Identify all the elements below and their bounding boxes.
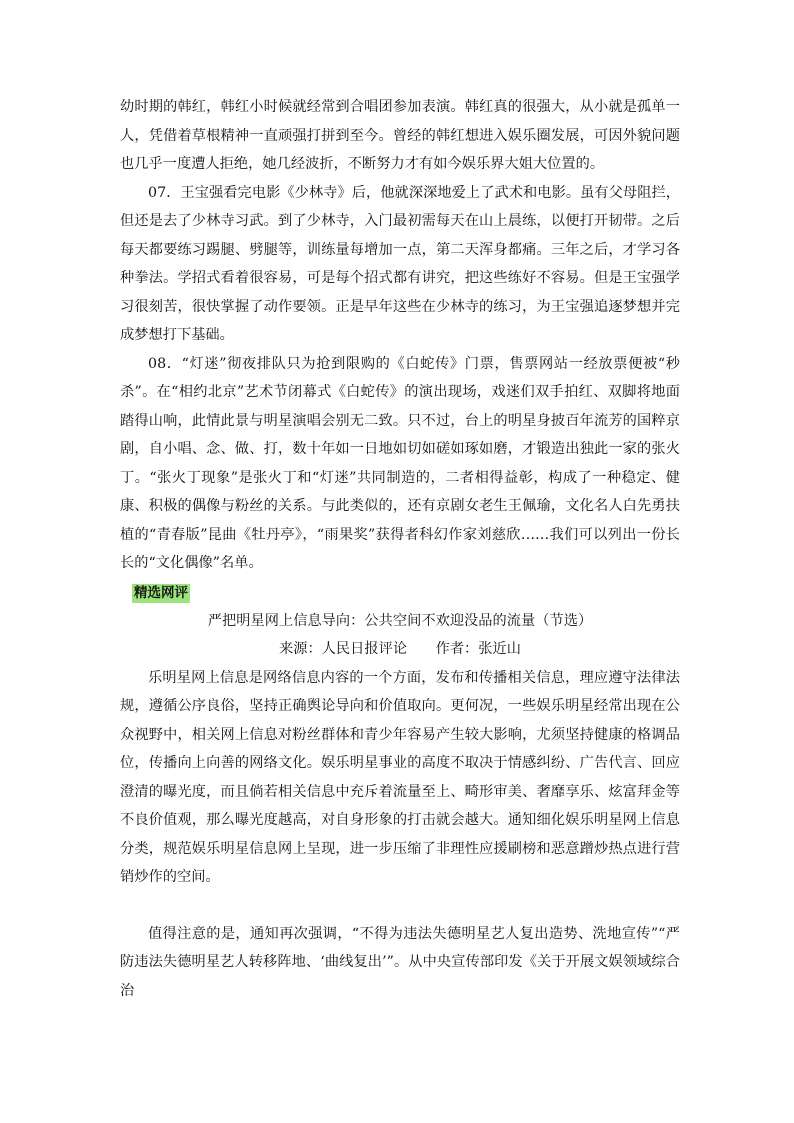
- section-tag-row: [120, 578, 680, 607]
- document-body: [120, 93, 680, 1005]
- paragraph-han-hong: 幼时期的韩红，韩红小时候就经常到合唱团参加表演。韩红真的很强大，从小就是孤单一人，凭借着草根精神一直顽强打拼到至今。曾经的韩红想进入娱乐圈发展，可因外貌问题也几乎一度遭人拒绝，她几经波折，不断努力才有如今娱乐界大姐大位置的。: [120, 99, 680, 172]
- paragraph-07-wang-baoqiang: 07．王宝强看完电影《少林寺》后，他就深深地爱上了武术和电影。虽有父母阻拦，但还是去了少林寺习武。到了少林寺，入门最初需每天在山上晨练，以便打开韧带。之后每天都要练习踢腿、劈腿等，训练量每增加一点，第二天浑身都痛。三年之后，才学习各种拳法。学招式看着很容易，可是每个招式都有讲究，把这些练好不容易。但是王宝强学习很刻苦，很快掌握了动作要领。正是早年这些在少林寺的练习，为王宝强追逐梦想并完成梦想打下基础。: [120, 184, 680, 343]
- paragraph-gap: [120, 892, 680, 920]
- article-paragraph-1: 乐明星网上信息是网络信息内容的一个方面，发布和传播相关信息，理应遵守法律法规，遵循公序良俗，坚持正确舆论导向和价值取向。更何况，一些娱乐明星经常出现在公众视野中，相关网上信息对粉丝群体和青少年容易产生较大影响，尤须坚持健康的格调品位，传播向上向善的网络文化。娱乐明星事业的高度不取决于情感纠纷、广告代言、回应澄清的曝光度，而且倘若相关信息中充斥着流量至上、畸形审美、奢靡享乐、炫富拜金等不良价值观，那么曝光度越高，对自身形象的打击就会越大。通知细化娱乐明星网上信息分类，规范娱乐明星信息网上呈现，进一步压缩了非理性应援刷榜和恶意蹭炒热点进行营销炒作的空间。: [120, 669, 680, 885]
- section-tag: 精选网评: [134, 584, 188, 601]
- article-source: 来源：人民日报评论 作者：张近山: [278, 641, 522, 657]
- article-title: 严把明星网上信息导向：公共空间不欢迎没品的流量（节选）: [207, 612, 593, 629]
- article-paragraph-2: 值得注意的是，通知再次强调，“不得为违法失德明星艺人复出造势、洗地宣传”“严防违法失德明星艺人转移阵地、‘曲线复出’”。从中央宣传部印发《关于开展文娱领域综合治: [120, 925, 680, 999]
- paragraph-08-zhang-huoding: 08．“灯迷”彻夜排队只为抢到限购的《白蛇传》门票，售票网站一经放票便被“秒杀”。在“相约北京”艺术节闭幕式《白蛇传》的演出现场，戏迷们双手拍红、双脚将地面踏得山响，此情此景与明星演唱会别无二致。只不过，台上的明星身披百年流芳的国粹京剧，自小唱、念、做、打，数十年如一日地如切如磋如琢如磨，才锻造出独此一家的张火丁。“张火丁现象”是张火丁和“灯迷”共同制造的，二者相得益彰，构成了一种稳定、健康、积极的偶像与粉丝的关系。与此类似的，还有京剧女老生王佩瑜，文化名人白先勇扶植的“青春版”昆曲《牡丹亭》，“雨果奖”获得者科幻作家刘慈欣……我们可以列出一份长长的“文化偶像”名单。: [120, 355, 680, 571]
